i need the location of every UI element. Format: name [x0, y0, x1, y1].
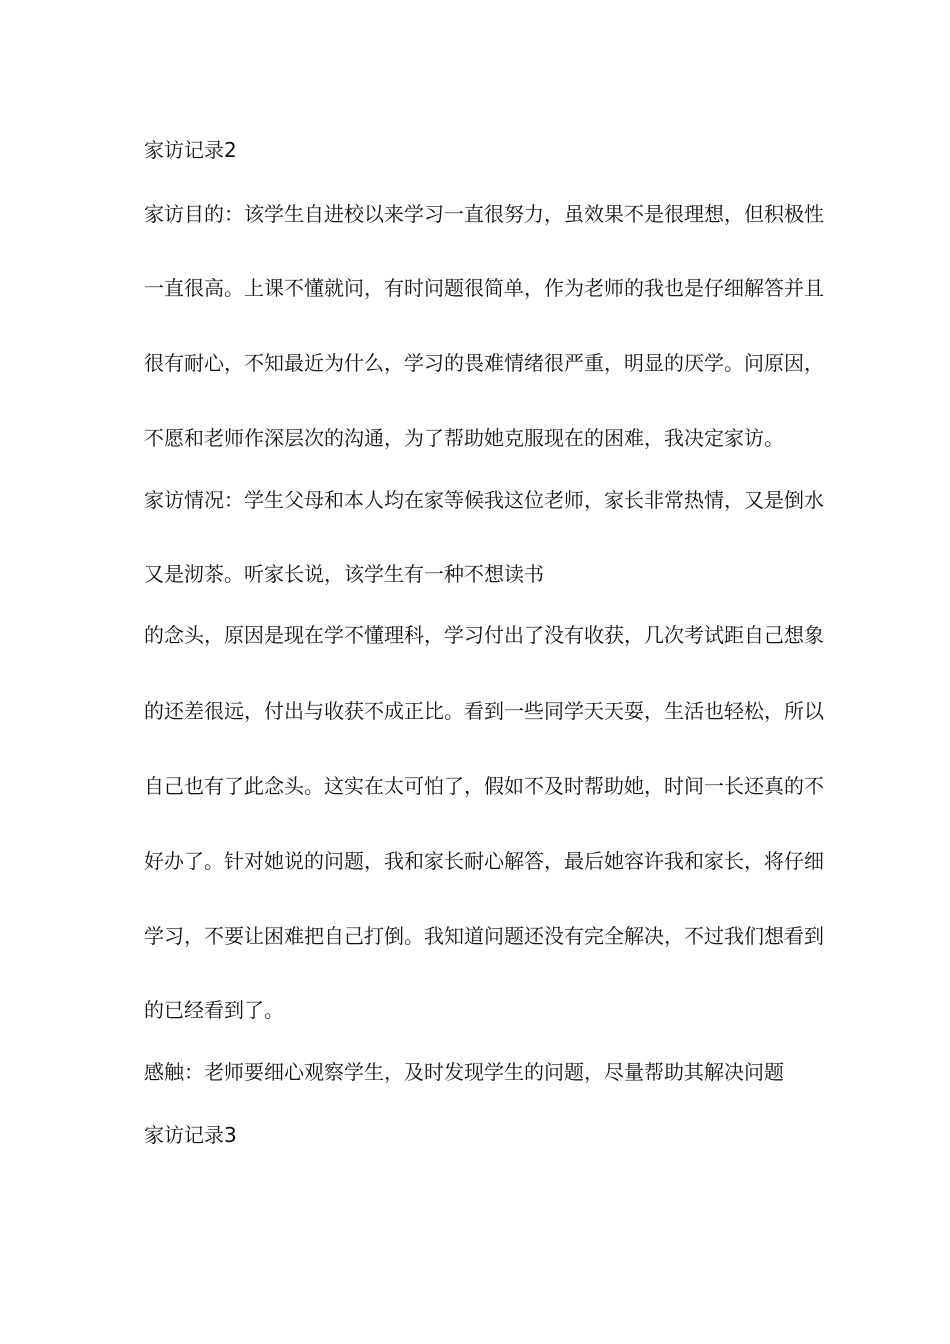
section-heading: 家访记录3	[144, 1123, 237, 1147]
paragraph-line: 的还差很远，付出与收获不成正比。看到一些同学天天耍，生活也轻松，所以	[144, 699, 824, 723]
paragraph-line: 自己也有了此念头。这实在太可怕了，假如不及时帮助她，时间一长还真的不	[144, 774, 824, 798]
paragraph-line: 一直很高。上课不懂就问，有时问题很简单，作为老师的我也是仔细解答并且	[144, 276, 824, 300]
paragraph-line: 很有耐心，不知最近为什么，学习的畏难情绪很严重，明显的厌学。问原因，	[144, 351, 824, 375]
paragraph-line: 又是沏茶。听家长说，该学生有一种不想读书	[144, 562, 544, 586]
paragraph-line: 家访情况：学生父母和本人均在家等候我这位老师，家长非常热情，又是倒水	[144, 488, 824, 512]
paragraph-line: 的念头，原因是现在学不懂理科，学习付出了没有收获，几次考试距自己想象	[144, 623, 824, 647]
paragraph-line: 家访目的：该学生自进校以来学习一直很努力，虽效果不是很理想，但积极性	[144, 202, 824, 226]
paragraph-line: 学习，不要让困难把自己打倒。我知道问题还没有完全解决，不过我们想看到	[144, 924, 824, 948]
paragraph-line: 感触：老师要细心观察学生，及时发现学生的问题，尽量帮助其解决问题	[144, 1060, 784, 1084]
section-heading: 家访记录2	[144, 138, 237, 162]
paragraph-line: 的已经看到了。	[144, 998, 284, 1022]
paragraph-line: 不愿和老师作深层次的沟通，为了帮助她克服现在的困难，我决定家访。	[144, 426, 784, 450]
paragraph-line: 好办了。针对她说的问题，我和家长耐心解答，最后她容许我和家长，将仔细	[144, 849, 824, 873]
